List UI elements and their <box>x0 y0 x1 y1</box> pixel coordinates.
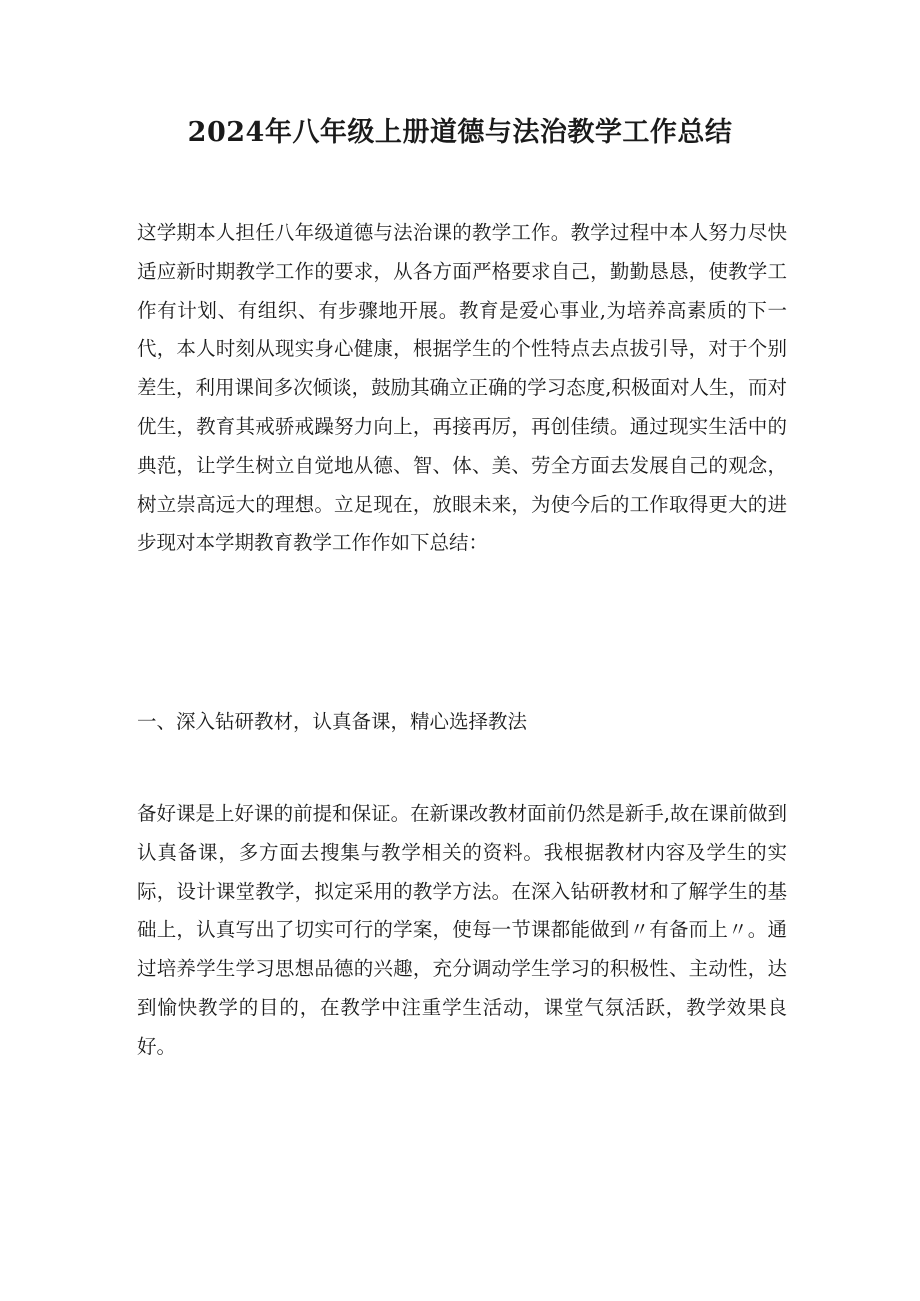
intro-paragraph: 这学期本人担任八年级道德与法治课的教学工作。教学过程中本人努力尽快适应新时期教学工作的要求，从各方面严格要求自己，勤勤恳恳，使教学工作有计划、有组织、有步骤地开展。教育是爱心事业,为培养高素质的下一代，本人时刻从现实身心健康，根据学生的个性特点去点拔引导，对于个别差生，利用课间多次倾谈，鼓励其确立正确的学习态度,积极面对人生，而对优生，教育其戒骄戒躁努力向上，再接再厉，再创佳绩。通过现实生活中的典范，让学生树立自觉地从德、智、体、美、劳全方面去发展自己的观念，树立崇高远大的理想。立足现在，放眼未来，为使今后的工作取得更大的进步现对本学期教育教学工作作如下总结： <box>137 221 787 555</box>
section-paragraph: 备好课是上好课的前提和保证。在新课改教材面前仍然是新手,故在课前做到认真备课，多方面去搜集与教学相关的资料。我根据教材内容及学生的实际，设计课堂教学，拟定采用的教学方法。在深入钻研教材和了解学生的基础上，认真写出了切实可行的学案，使每一节课都能做到〃有备而上〃。通过培养学生学习思想品德的兴趣，充分调动学生学习的积极性、主动性，达到愉快教学的目的，在教学中注重学生活动，课堂气氛活跃，教学效果良好。 <box>137 802 787 1058</box>
page-title: 2024年八年级上册道德与法治教学工作总结 <box>187 117 733 148</box>
section-heading: 一、深入钻研教材，认真备课，精心选择教法 <box>137 710 528 733</box>
